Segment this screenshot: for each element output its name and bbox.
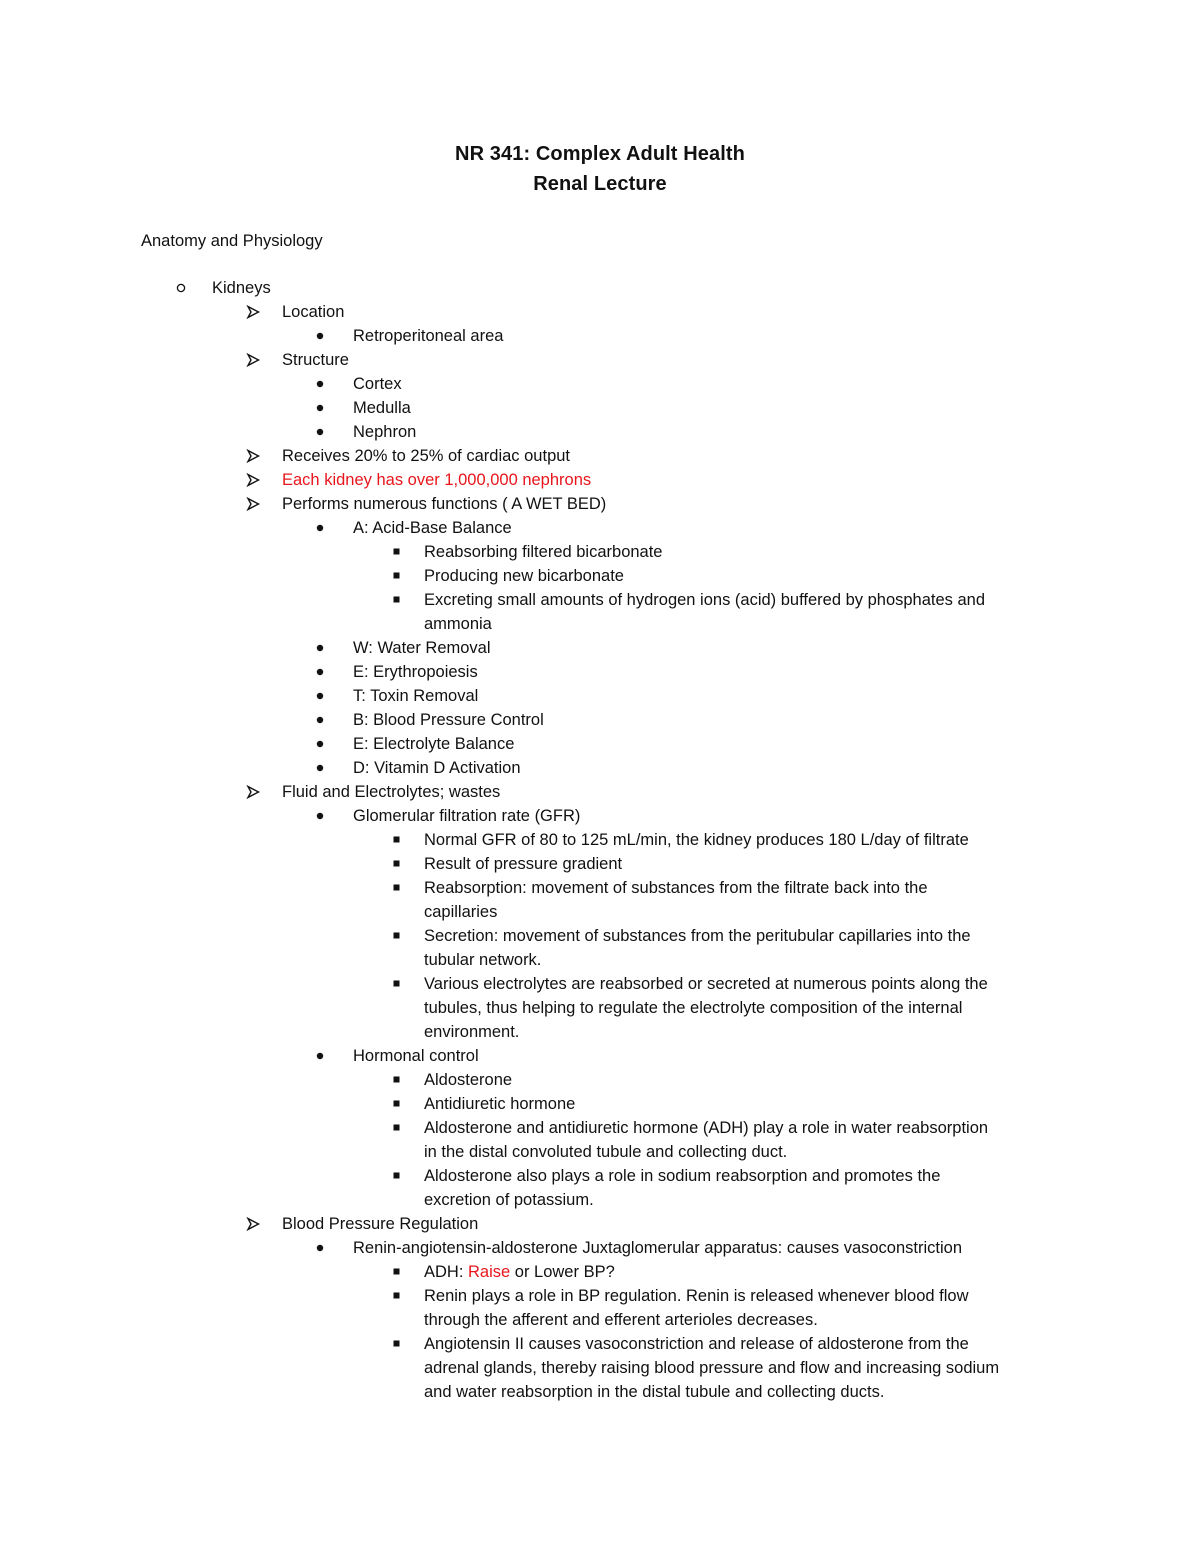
filled-dot-bullet-icon	[310, 516, 330, 540]
square-bullet-icon	[386, 876, 406, 900]
outline-item-text: Renin plays a role in BP regulation. Renin is released whenever blood flow	[424, 1287, 969, 1305]
outline-item-text: Cortex	[353, 375, 402, 393]
outline-item-text: Various electrolytes are reabsorbed or secreted at numerous points along the	[424, 975, 988, 993]
arrowhead-bullet-icon	[243, 1212, 263, 1236]
filled-dot-bullet-icon	[310, 660, 330, 684]
document-subtitle: Renal Lecture	[533, 173, 667, 195]
outline-item-text: Normal GFR of 80 to 125 mL/min, the kidney produces 180 L/day of filtrate	[424, 831, 969, 849]
outline-item-text: Aldosterone	[424, 1071, 513, 1089]
document-title: NR 341: Complex Adult Health	[455, 143, 745, 165]
filled-dot-bullet-icon	[310, 708, 330, 732]
filled-dot-bullet-icon	[310, 684, 330, 708]
outline-item-text	[424, 1260, 615, 1284]
square-bullet-icon	[386, 564, 406, 588]
outline-item-text: Angiotensin II causes vasoconstriction and release of aldosterone from the	[424, 1335, 969, 1353]
square-bullet-icon	[386, 1164, 406, 1188]
outline-item-text: Hormonal control	[353, 1047, 479, 1065]
outline-item-text: Medulla	[353, 399, 411, 417]
outline-item-text: Renin-angiotensin-aldosterone Juxtaglomerular apparatus: causes vasoconstriction	[353, 1239, 963, 1257]
square-bullet-icon	[386, 1116, 406, 1140]
filled-dot-bullet-icon	[310, 1044, 330, 1068]
square-bullet-icon	[386, 1092, 406, 1116]
square-bullet-icon	[386, 1332, 406, 1356]
outline-item-text: Blood Pressure Regulation	[282, 1215, 479, 1233]
outline-item-text: tubules, thus helping to regulate the electrolyte composition of the internal	[424, 999, 963, 1017]
outline-item-text: Receives 20% to 25% of cardiac output	[282, 447, 571, 465]
square-bullet-icon	[386, 1284, 406, 1308]
square-bullet-icon	[386, 828, 406, 852]
arrowhead-bullet-icon	[243, 492, 263, 516]
outline-item-text: in the distal convoluted tubule and collecting duct.	[424, 1143, 788, 1161]
outline-item-text: Secretion: movement of substances from the peritubular capillaries into the	[424, 927, 971, 945]
outline-item-text: E: Erythropoiesis	[353, 663, 478, 681]
filled-dot-bullet-icon	[310, 636, 330, 660]
filled-dot-bullet-icon	[310, 1236, 330, 1260]
outline-item-text: Location	[282, 303, 345, 321]
filled-dot-bullet-icon	[310, 804, 330, 828]
outline-item-text: T: Toxin Removal	[353, 687, 479, 705]
outline-item-text: D: Vitamin D Activation	[353, 759, 521, 777]
outline-item-text: and water reabsorption in the distal tubule and collecting ducts.	[424, 1383, 885, 1401]
filled-dot-bullet-icon	[310, 396, 330, 420]
filled-dot-bullet-icon	[310, 420, 330, 444]
outline-item-text: ammonia	[424, 615, 492, 633]
outline-item-text: environment.	[424, 1023, 520, 1041]
filled-dot-bullet-icon	[310, 372, 330, 396]
outline-item-text: tubular network.	[424, 951, 542, 969]
outline-item-text: excretion of potassium.	[424, 1191, 594, 1209]
outline-item-text: Antidiuretic hormone	[424, 1095, 576, 1113]
outline-item-text: Fluid and Electrolytes; wastes	[282, 783, 501, 801]
hollow-circle-bullet-icon	[171, 276, 191, 300]
text-segment: ADH:	[424, 1263, 469, 1281]
outline-item-text: Kidneys	[212, 279, 271, 297]
outline-item-text: capillaries	[424, 903, 498, 921]
outline-item-text: Performs numerous functions ( A WET BED)	[282, 495, 607, 513]
outline-item-text: Nephron	[353, 423, 417, 441]
outline-item-text: Aldosterone and antidiuretic hormone (ADH) play a role in water reabsorption	[424, 1119, 989, 1137]
filled-dot-bullet-icon	[310, 756, 330, 780]
outline-item-text: Structure	[282, 351, 349, 369]
outline-item-text: Reabsorbing filtered bicarbonate	[424, 543, 663, 561]
outline-item-text: adrenal glands, thereby raising blood pressure and flow and increasing sodium	[424, 1359, 1000, 1377]
arrowhead-bullet-icon	[243, 348, 263, 372]
arrowhead-bullet-icon	[243, 300, 263, 324]
section-heading: Anatomy and Physiology	[141, 232, 323, 250]
arrowhead-bullet-icon	[243, 444, 263, 468]
outline-item-text: Glomerular filtration rate (GFR)	[353, 807, 581, 825]
outline-item-text: Retroperitoneal area	[353, 327, 504, 345]
square-bullet-icon	[386, 972, 406, 996]
arrowhead-bullet-icon	[243, 468, 263, 492]
outline-item-text: through the afferent and efferent arterioles decreases.	[424, 1311, 818, 1329]
square-bullet-icon	[386, 924, 406, 948]
outline-item-text: E: Electrolyte Balance	[353, 735, 515, 753]
square-bullet-icon	[386, 852, 406, 876]
square-bullet-icon	[386, 540, 406, 564]
outline-item-text: Reabsorption: movement of substances from the filtrate back into the	[424, 879, 928, 897]
text-segment: or Lower BP?	[510, 1263, 615, 1281]
highlighted-outline-item-text: Each kidney has over 1,000,000 nephrons	[282, 471, 592, 489]
square-bullet-icon	[386, 1260, 406, 1284]
square-bullet-icon	[386, 588, 406, 612]
filled-dot-bullet-icon	[310, 324, 330, 348]
outline-item-text: Producing new bicarbonate	[424, 567, 624, 585]
outline-item-text: A: Acid-Base Balance	[353, 519, 512, 537]
arrowhead-bullet-icon	[243, 780, 263, 804]
outline-item-text: B: Blood Pressure Control	[353, 711, 544, 729]
outline-item-text: W: Water Removal	[353, 639, 491, 657]
highlighted-text: Raise	[468, 1263, 511, 1281]
outline-item-text: Result of pressure gradient	[424, 855, 623, 873]
outline-item-text: Excreting small amounts of hydrogen ions (acid) buffered by phosphates and	[424, 591, 986, 609]
square-bullet-icon	[386, 1068, 406, 1092]
filled-dot-bullet-icon	[310, 732, 330, 756]
outline-item-text: Aldosterone also plays a role in sodium reabsorption and promotes the	[424, 1167, 941, 1185]
